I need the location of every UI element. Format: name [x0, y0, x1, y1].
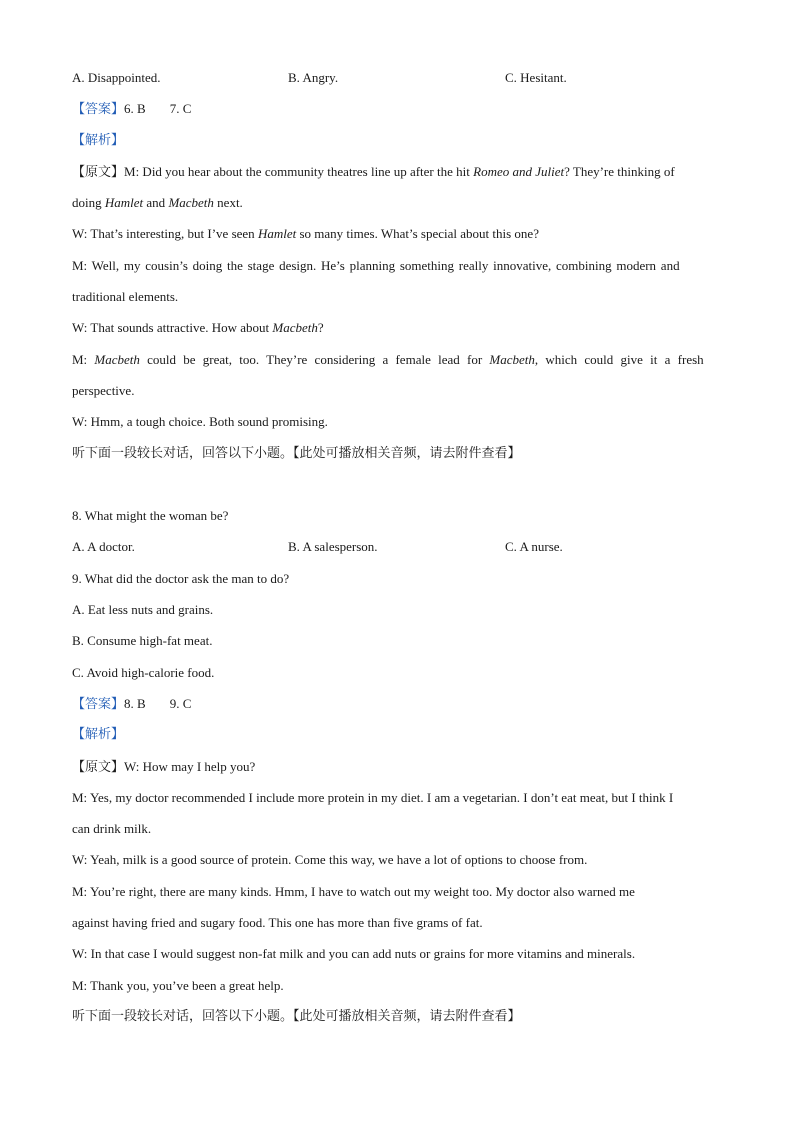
title-romeo-and-juliet: Romeo and Juliet — [473, 163, 565, 179]
answer-label: 【答案】 — [72, 696, 125, 712]
q8-options — [72, 531, 724, 562]
text: M: — [72, 351, 95, 367]
q7-options — [72, 62, 724, 93]
answer-6: 6. B — [124, 101, 146, 117]
original-label: 【原文】 — [72, 164, 125, 180]
dialogue2-line7: W: In that case I would suggest non-fat milk and you can add nuts or grains for more vitamins and minerals. — [72, 946, 636, 962]
dialogue2-line2: M: Yes, my doctor recommended I include more protein in my diet. I am a vegetarian. I don’t eat meat, but I think I — [72, 789, 674, 805]
title-macbeth: Macbeth — [489, 351, 535, 367]
question-9: 9. What did the doctor ask the man to do? — [72, 570, 290, 586]
dialogue1-line7 — [72, 344, 724, 375]
text: could be great, too. They’re considering a female lead for — [139, 351, 490, 367]
option-c: C. A nurse. — [505, 539, 563, 555]
dialogue1-line6 — [72, 312, 724, 343]
text: M: Did you hear about the community theatres line up after the hit — [124, 163, 474, 179]
dialogue1-line2 — [72, 187, 724, 218]
option-b: B. Angry. — [288, 70, 339, 85]
dialogue1-line4: M: Well, my cousin’s doing the stage design. He’s planning something really innovative, combining modern and — [72, 257, 680, 273]
dialogue1-line8: perspective. — [72, 382, 135, 398]
q9-option-c: C. Avoid high-calorie food. — [72, 664, 215, 680]
dialogue2-line8: M: Thank you, you’ve been a great help. — [72, 977, 284, 993]
dialogue1-line1 — [72, 156, 724, 187]
title-hamlet: Hamlet — [257, 226, 297, 242]
text: ? — [317, 320, 324, 336]
q9-option-b: B. Consume high-fat meat. — [72, 633, 213, 649]
q9-option-a: A. Eat less nuts and grains. — [72, 602, 214, 618]
listening-instruction: 听下面一段较长对话，回答以下小题。【此处可播放相关音频，请去附件查看】 — [72, 1008, 521, 1024]
title-hamlet: Hamlet — [104, 195, 144, 211]
text: next. — [213, 195, 243, 211]
analysis-label: 【解析】 — [72, 727, 125, 743]
option-a: A. A doctor. — [72, 539, 135, 555]
title-macbeth: Macbeth — [94, 351, 140, 367]
dialogue1-line3 — [72, 218, 724, 249]
title-macbeth: Macbeth — [168, 195, 214, 211]
answer-9: 9. C — [169, 695, 192, 711]
dialogue2-line5: M: You’re right, there are many kinds. Hmm, I have to watch out my weight too. My doctor also warned me — [72, 883, 635, 899]
document-page — [72, 62, 724, 1032]
text: W: That’s interesting, but I’ve seen — [72, 226, 258, 242]
listening-instruction: 听下面一段较长对话，回答以下小题。【此处可播放相关音频，请去附件查看】 — [72, 445, 521, 461]
dialogue1-line5: traditional elements. — [72, 289, 179, 305]
text: , which could give it a fresh — [534, 351, 704, 367]
dialogue2-line1 — [72, 751, 724, 782]
title-macbeth: Macbeth — [272, 320, 318, 336]
option-a: A. Disappointed. — [72, 70, 161, 85]
option-c: C. Hesitant. — [505, 70, 567, 85]
answer-8: 8. B — [124, 695, 146, 711]
text: W: How may I help you? — [124, 758, 256, 774]
dialogue2-line6: against having fried and sugary food. This one has more than five grams of fat. — [72, 915, 483, 931]
dialogue1-line9: W: Hmm, a tough choice. Both sound promising. — [72, 414, 328, 430]
answer-label: 【答案】 — [72, 102, 125, 118]
option-b: B. A salesperson. — [288, 539, 378, 555]
text: ? They’re thinking of — [564, 163, 675, 179]
answer-7: 7. C — [169, 101, 192, 117]
text: doing — [72, 195, 105, 211]
text: W: That sounds attractive. How about — [72, 320, 273, 336]
original-label: 【原文】 — [72, 759, 125, 775]
dialogue2-line3: can drink milk. — [72, 821, 152, 837]
question-8: 8. What might the woman be? — [72, 508, 229, 524]
answer-line — [72, 93, 724, 124]
text: and — [143, 195, 169, 211]
text: so many times. What’s special about this one? — [296, 226, 539, 242]
dialogue2-line4: W: Yeah, milk is a good source of protein. Come this way, we have a lot of options to choose from. — [72, 852, 588, 868]
analysis-label: 【解析】 — [72, 132, 125, 148]
answer-line — [72, 688, 724, 719]
